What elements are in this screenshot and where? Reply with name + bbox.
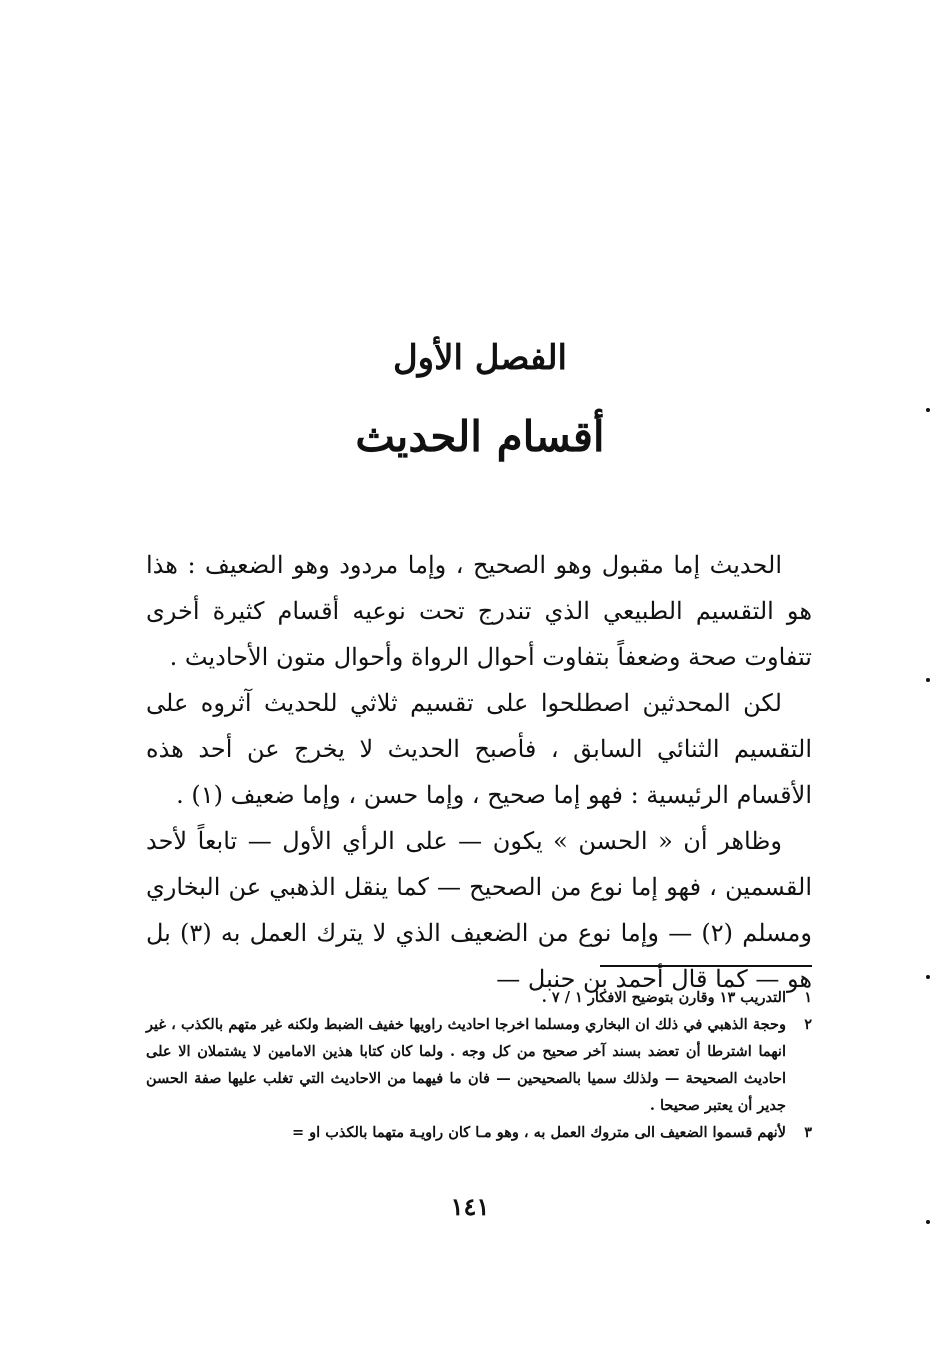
footnote: [146, 1011, 812, 1119]
page-number: ١٤١: [450, 1192, 490, 1221]
scan-speck: [926, 1220, 930, 1224]
body-paragraph: الحديث إما مقبول وهو الصحيح ، وإما مردود وهو الضعيف : هذا هو التقسيم الطبيعي الذي تندرج تحت نوعيه أقسام كثيرة أخرى تتفاوت صحة وضعفاً بتفاوت أحوال الرواة وأحوال متون الأحاديث .: [146, 551, 812, 671]
body-paragraph: وظاهر أن « الحسن » يكون — على الرأي الأول — تابعاً لأحد القسمين ، فهو إما نوع من الصحيح — كما ينقل الذهبي عن البخاري ومسلم (٢) — وإما نوع من الضعيف الذي لا يترك العمل به (٣) بل هو — كما قال أحمد بن حنبل —: [146, 827, 813, 993]
chapter-label: الفصل الأول: [392, 338, 568, 378]
scan-speck: [926, 975, 930, 979]
footnote: [146, 984, 812, 1011]
footnote-divider: [600, 965, 812, 967]
footnotes: [146, 984, 812, 1146]
footnote-text: التدريب ١٣ وقارن بتوضيح الافكار ١ / ٧ .: [541, 989, 786, 1006]
body-paragraph: لكن المحدثين اصطلحوا على تقسيم ثلاثي للحديث آثروه على التقسيم الثنائي السابق ، فأصبح الحديث لا يخرج عن أحد هذه الأقسام الرئيسية : فهو إما صحيح ، وإما حسن ، وإما ضعيف (١) .: [146, 689, 812, 809]
footnote-number: ١: [804, 989, 812, 1006]
footnote-number: ٣: [804, 1124, 812, 1141]
footnote-text: وحجة الذهبي في ذلك ان البخاري ومسلما اخرجا احاديث راويها خفيف الضبط ولكنه غير متهم بالكذب ، غير انهما اشترطا أن تعضد بسند آخر صحيح من كل وجه . ولما كان كتابا هذين الامامين لا يشتملان الا على احاديث الصحيحة — ولذلك سميا بالصحيحين — فان ما فيهما من الاحاديث التي تغلب عليها صفة الحسن جدير أن يعتبر صحيحا .: [146, 1016, 786, 1114]
chapter-title: أقسام الحديث: [355, 412, 605, 461]
footnote-text: لأنهم قسموا الضعيف الى متروك العمل به ، وهو مـا كان راويـة متهما بالكذب او =: [291, 1124, 786, 1141]
body-text: [146, 542, 812, 1002]
footnote-number: ٢: [804, 1016, 812, 1033]
footnote: [146, 1119, 812, 1146]
scan-speck: [926, 678, 930, 682]
scan-speck: [926, 408, 930, 412]
